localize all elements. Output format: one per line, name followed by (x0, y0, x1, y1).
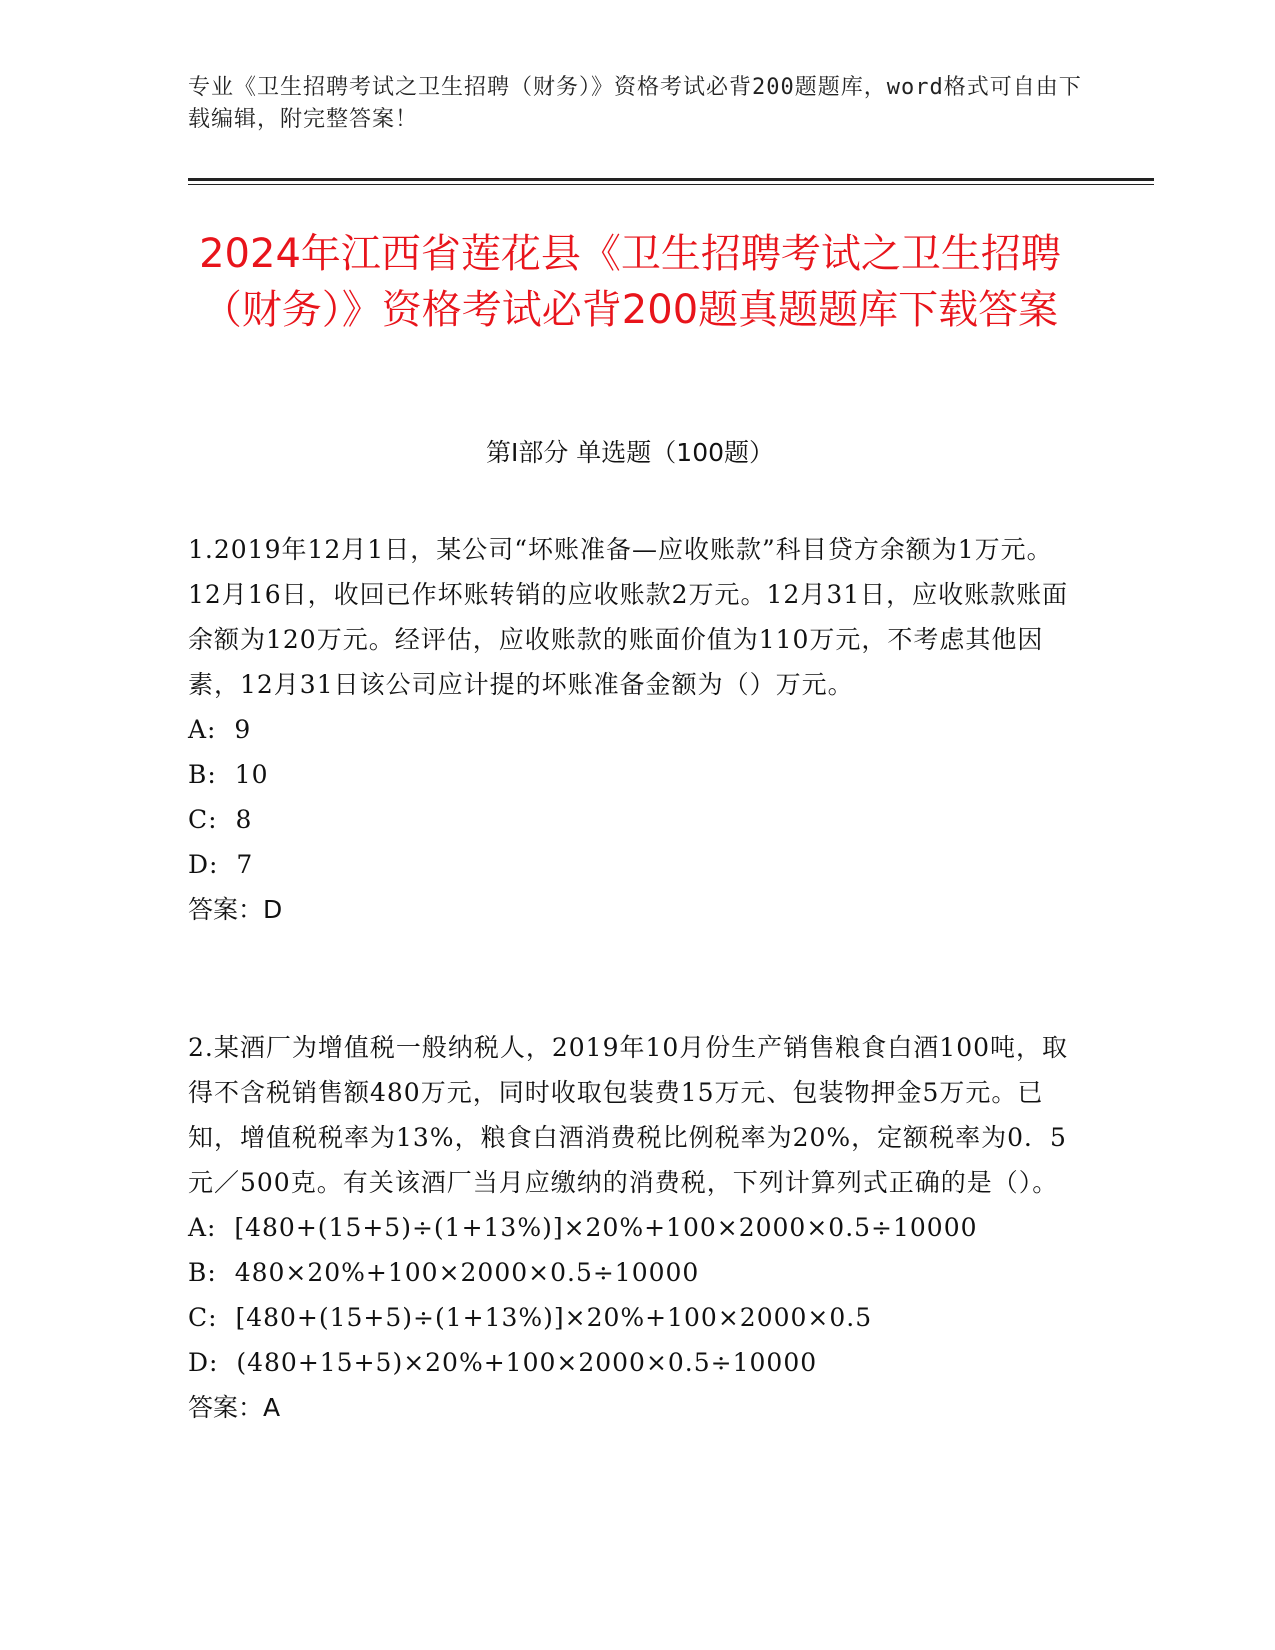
question-2 (188, 1025, 1078, 1430)
option-d: D: 7 (188, 850, 254, 879)
question-1 (188, 527, 1078, 932)
answer-line: 答案：D (188, 895, 283, 924)
option-a: A: 9 (188, 715, 252, 744)
option-a: A: [480+(15+5)÷(1+13%)]×20%+100×2000×0.5÷10000 (188, 1213, 978, 1242)
option-c: C: [480+(15+5)÷(1+13%)]×20%+100×2000×0.5 (188, 1303, 873, 1332)
header-divider-thin (188, 184, 1154, 185)
document-title: 2024年江西省莲花县《卫生招聘考试之卫生招聘（财务）》资格考试必背200题真题题库下载答案 (199, 231, 1061, 333)
question-stem: 2.某酒厂为增值税一般纳税人，2019年10月份生产销售粮食白酒100吨，取得不含税销售额480万元，同时收取包装费15万元、包装物押金5万元。已知，增值税税率为13%，粮食白酒消费税比例税率为20%，定额税率为0．5元／500克。有关该酒厂当月应缴纳的消费税，下列计算列式正确的是（）。 (188, 1033, 1069, 1197)
option-b: B: 10 (188, 760, 269, 789)
option-d: D: (480+15+5)×20%+100×2000×0.5÷10000 (188, 1348, 818, 1377)
option-c: C: 8 (188, 805, 253, 834)
question-stem: 1.2019年12月1日，某公司“坏账准备—应收账款”科目贷方余额为1万元。12月16日，收回已作坏账转销的应收账款2万元。12月31日，应收账款账面余额为120万元。经评估，应收账款的账面价值为110万元，不考虑其他因素，12月31日该公司应计提的坏账准备金额为（）万元。 (188, 535, 1069, 699)
option-b: B: 480×20%+100×2000×0.5÷10000 (188, 1258, 700, 1287)
header-divider-thick (188, 178, 1154, 181)
header-note: 专业《卫生招聘考试之卫生招聘（财务）》资格考试必背200题题库，word格式可自由下载编辑，附完整答案！ (188, 75, 1082, 132)
answer-line: 答案：A (188, 1393, 281, 1422)
section-heading: 第I部分 单选题（100题） (485, 438, 775, 467)
